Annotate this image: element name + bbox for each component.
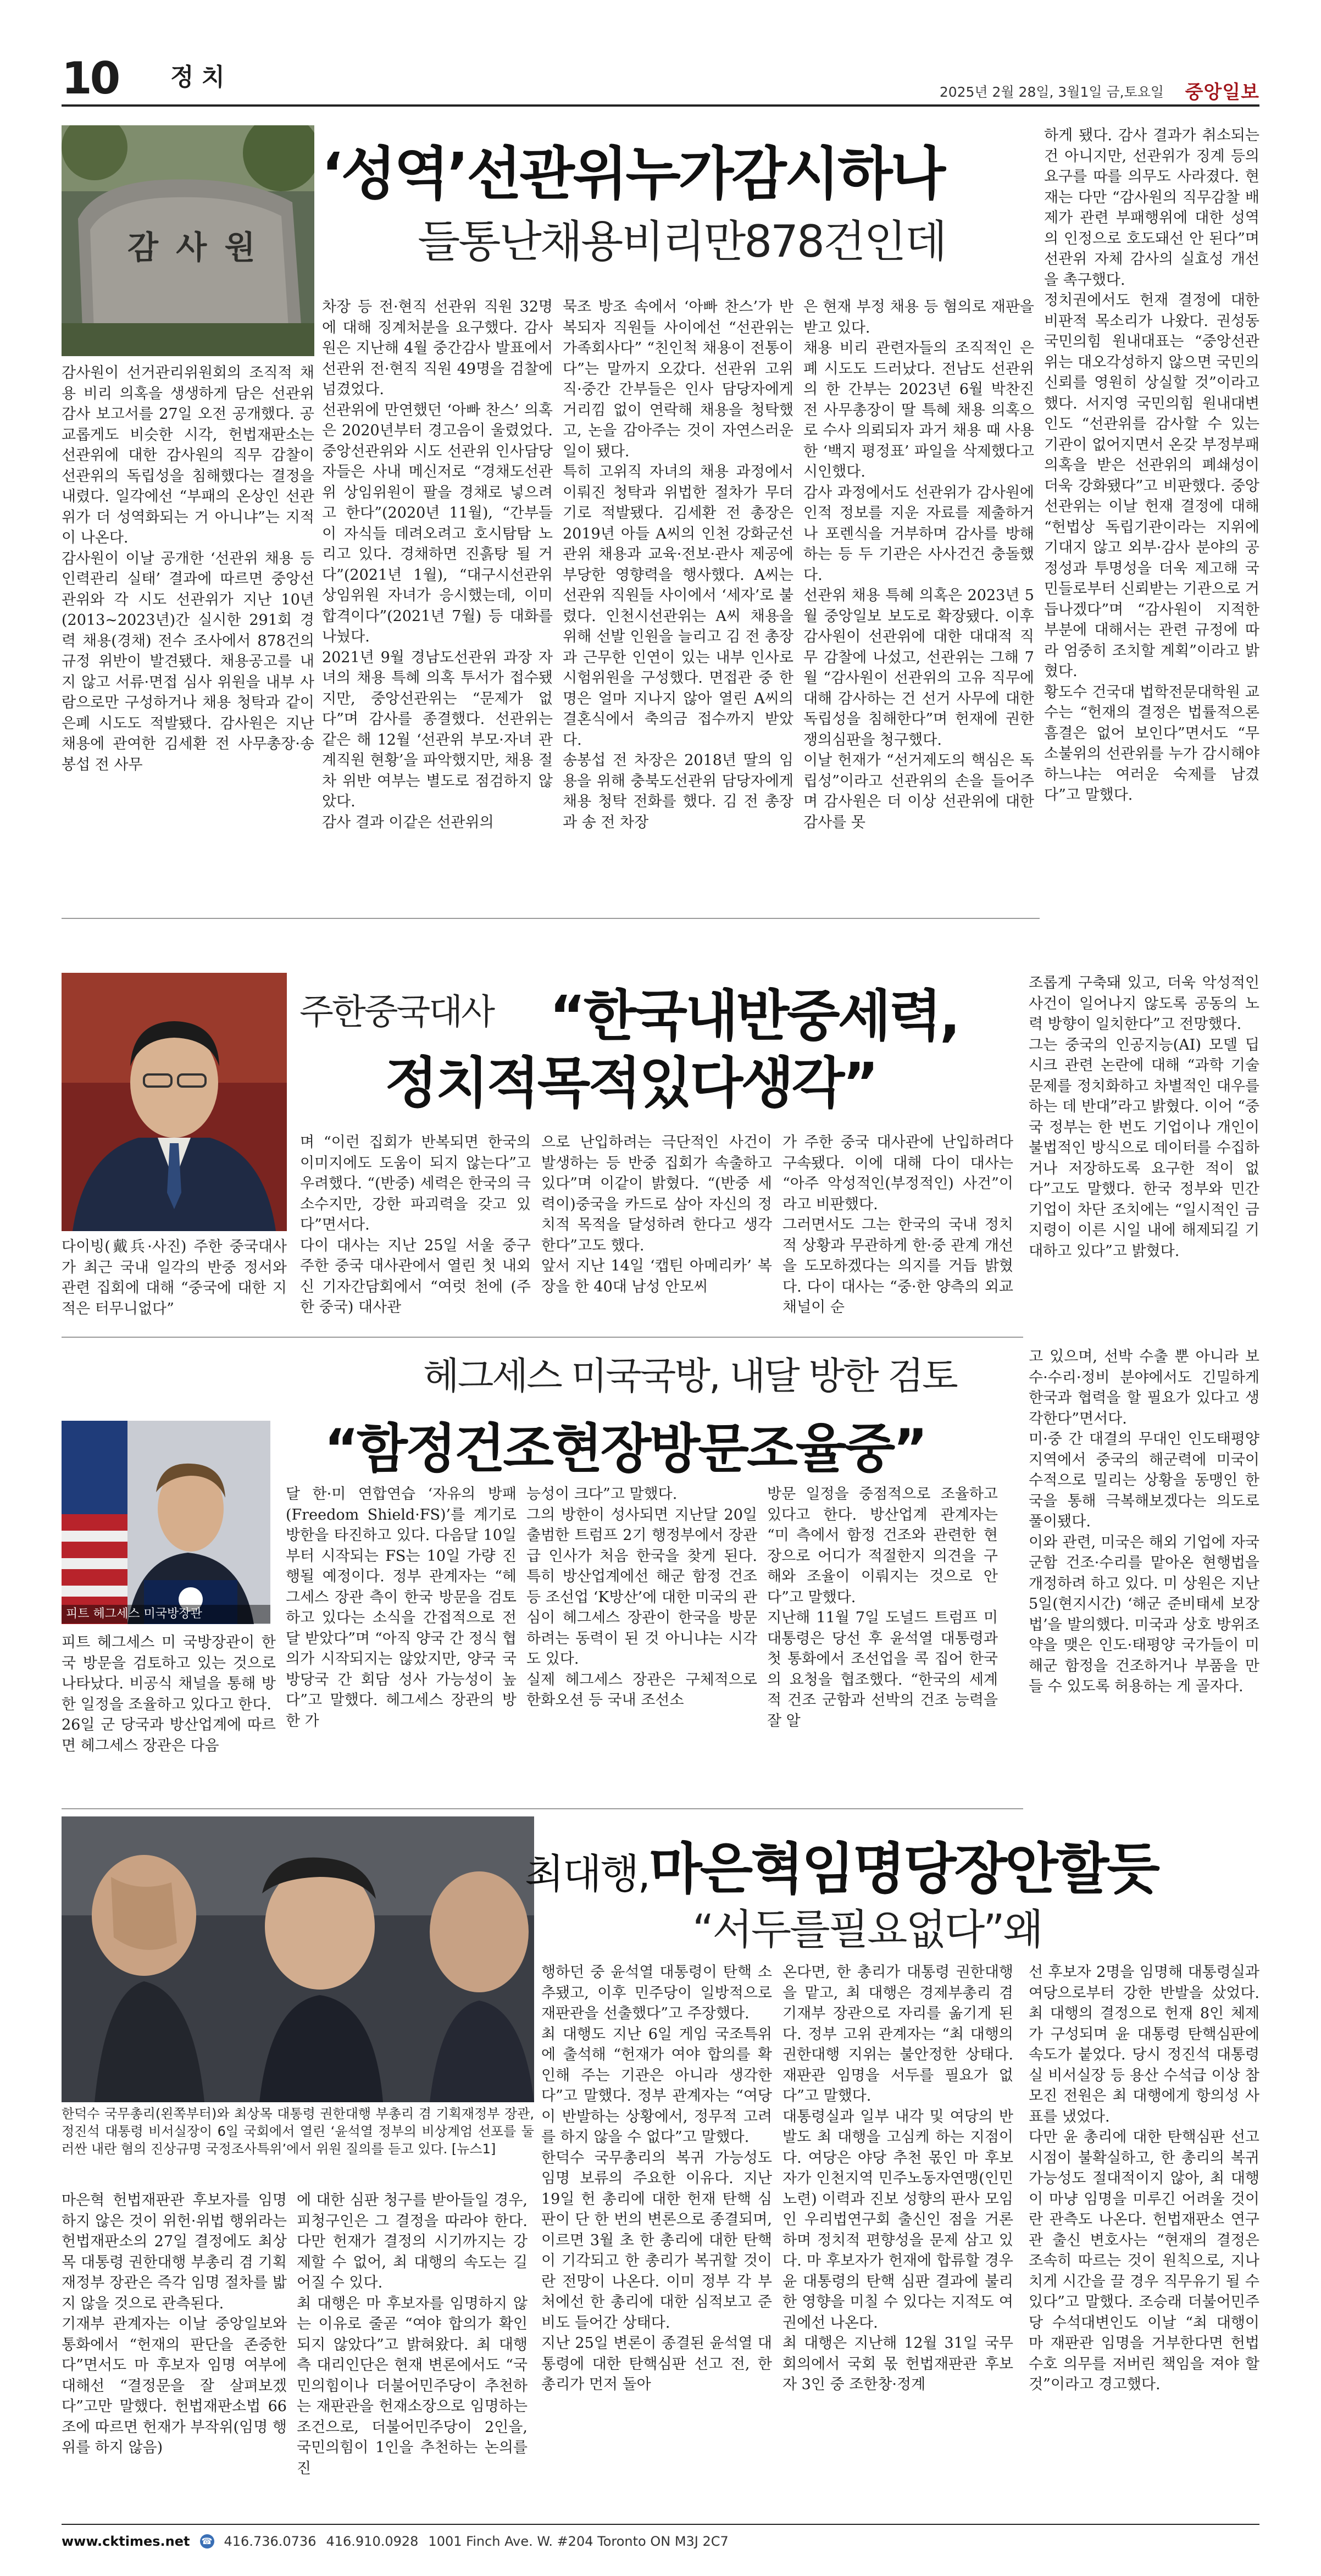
paragraph: 방문 일정을 중점적으로 조율하고 있다고 한다. 방산업계 관계자는 “미 측에서 함정 건조와 관련한 현장으로 어디가 적절한지 의견을 구해와 조율이 이뤄지는 것으로 안다”고 말했다. bbox=[767, 1486, 998, 1606]
article3-column-2 bbox=[286, 1484, 517, 1797]
paragraph: 달 한·미 연합연습 ‘자유의 방패(Freedom Shield·FS)’를 계기로 방한을 타진하고 있다. 다음달 10일부터 시작되는 FS는 10일 가량 진행될 예정이다. 정부 관계자는 “헤그세스 장관 측이 한국 방문을 검토하고 있다는 소식을 간접적으로 전달 받았다”며 “아직 양국 간 정식 협의가 시작되지는 않았지만, 양국 국방당국 간 회담 성사 가능성이 높다”고 말했다. 헤그세스 장관의 방한 가 bbox=[286, 1486, 517, 1730]
article3-column-5 bbox=[1029, 1347, 1259, 1797]
paragraph: 선관위 채용 특혜 의혹은 2023년 5월 중앙일보 보도로 확장됐다. 이후 감사원이 선관위에 대한 대대적 직무 감찰에 나섰고, 선관위는 그해 7월 “감사원이 선관위의 고유 직무에 대해 감사하는 건 선거 사무에 대한 독립성을 침해한다”며 헌재에 권한쟁의심판을 청구했다. bbox=[803, 587, 1034, 749]
headline-kicker: 최대행, bbox=[525, 1851, 649, 1898]
paragraph: 감사 과정에서도 선관위가 감사원에 인적 정보를 지운 자료를 제출하거나 포렌식을 거부하며 감사를 방해하는 등 두 기관은 사사건건 충돌했다. bbox=[803, 484, 1034, 584]
paragraph: 정치권에서도 헌재 결정에 대한 비판적 목소리가 나왔다. 권성동 국민의힘 원내대표는 “중앙선관위는 대오각성하지 않으면 국민의 신뢰를 영원히 상실할 것”이라고 했다. 서지영 국민의힘 원내대변인도 “선관위를 감사할 수 있는 기관이 없어지면서 온갖 부정부패 의혹을 받은 선관위의 폐쇄성이 더욱 강화됐다”고 비판했다. 중앙선관위는 이날 헌재 결정에 대해 “헌법상 독립기관이라는 지위에 기대지 않고 외부·감사 분야의 공정성과 투명성을 더욱 제고해 국민들로부터 신뢰받는 기관으로 거듭나겠다”며 “감사원이 지적한 부분에 대해서는 관련 규정에 따라 엄중히 조치할 계획”이라고 밝혔다. bbox=[1044, 292, 1259, 680]
paragraph: 다이빙(戴兵·사진) 주한 중국대사가 최근 국내 일각의 반중 정서와 관련 집회에 대해 “중국에 대한 지적은 터무니없다” bbox=[62, 1238, 287, 1317]
article2-column-2 bbox=[300, 1132, 531, 1322]
paragraph: 그는 중국의 인공지능(AI) 모델 딥시크 관련 논란에 대해 “과학 기술 문제를 정치화하고 차별적인 대우를 하는 데 반대”라고 밝혔다. 이어 “중국 정부는 한 번도 기업이나 개인이 불법적인 방식으로 데이터를 수집하거나 저장하도록 요구한 적이 없다”고도 말했다. 한국 정부와 민간 기업이 차단 조치에는 “일시적인 금지령이 이른 시일 내에 해제되길 기대하고 있다”고 밝혔다. bbox=[1029, 1036, 1259, 1260]
article4-headline-line1 bbox=[525, 1825, 1158, 1904]
defense-secretary-image bbox=[62, 1421, 270, 1624]
header-rule bbox=[62, 104, 1259, 107]
paragraph: 황도수 건국대 법학전문대학원 교수는 “헌재의 결정은 법률적으론 흠결은 없어 보인다”면서도 “무소불위의 선관위를 누가 감시해야 하느냐는 여러운 숙제를 남겼다”고 말했다. bbox=[1044, 683, 1259, 804]
article2-column-5 bbox=[1029, 973, 1259, 1322]
article4-column-4 bbox=[782, 1962, 1013, 2520]
paragraph: 미·중 간 대결의 무대인 인도태평양 지역에서 중국의 해군력에 미국이 수적으로 밀리는 상황을 동맹인 한국을 통해 극복해보겠다는 의도로 풀이됐다. bbox=[1029, 1431, 1259, 1530]
paragraph: 다만 윤 총리에 대한 탄핵심판 선고 시점이 불확실하고, 한 총리의 복귀 가능성도 절대적이지 않아, 최 대행이 마냥 임명을 미루긴 어려울 것이란 관측도 나온다. 헌법재판소 연구관 출신 변호사는 “현재의 결정은 조속히 따르는 것이 원칙으로, 지나치게 시간을 끌 경우 직무유기 될 수 있다”고 말했다. 조승래 더불어민주당 수석대변인도 이날 “최 대행이 마 재판관 임명을 거부한다면 헌법 수호 의무를 저버린 책임을 져야 할 것”이라고 경고했다. bbox=[1029, 2129, 1259, 2393]
paragraph: 지난해 11월 7일 도널드 트럼프 미 대통령은 당선 후 윤석열 대통령과 첫 통화에서 조선업을 콕 집어 한국의 요청을 협조했다. “한국의 세계적 건조 군함과 선박의 건조 능력을 잘 알 bbox=[767, 1609, 998, 1730]
paragraph: 감사원이 이날 공개한 ‘선관위 채용 등 인력관리 실태’ 결과에 따르면 중앙선관위와 각 시도 선관위가 지난 10년(2013~2023년)간 실시한 291회 경력 채용(경채) 전수 조사에서 878건의 규정 위반이 발견됐다. 채용공고를 내지 않고 서류·면접 심사 위원을 내부 사람으로만 구성하거나 채용 청탁과 같이 은폐 시도도 적발됐다. 감사원은 지난 채용에 관여한 김세환 전 사무총장·송봉섭 전 사무 bbox=[62, 550, 314, 773]
article1-divider bbox=[62, 918, 1040, 919]
paragraph: 최 대행도 지난 6일 게임 국조특위에 출석해 “헌재가 여야 합의를 확인해 주는 기관은 아니라 생각한다”고 말했다. 정부 관계자는 “여당이 반발하는 상황에서, 정무적 고려를 하지 않을 수 없다”고 말했다. bbox=[541, 2025, 772, 2146]
paragraph: 한덕수 국무총리의 복귀 가능성도 임명 보류의 주요한 이유다. 지난 19일 헌 총리에 대한 헌재 탄핵 심판이 단 한 번의 변론으로 종결되며, 이르면 3월 초 한 총리에 대한 탄핵이 기각되고 한 총리가 복귀할 것이란 전망이 나온다. 이미 정부 각 부처에선 한 총리에 대한 심적보고 준비도 들어간 상태다. bbox=[541, 2149, 772, 2331]
page-number: 10 bbox=[62, 53, 119, 104]
article2-column-3 bbox=[541, 1132, 772, 1322]
paragraph: 26일 군 당국과 방산업계에 따르면 헤그세스 장관은 다음 bbox=[62, 1716, 276, 1754]
paragraph: 실제 헤그세스 장관은 구체적으로 한화오션 등 국내 조선소 bbox=[526, 1671, 757, 1709]
paragraph: 능성이 크다”고 말했다. bbox=[526, 1486, 678, 1503]
paragraph: 온다면, 한 총리가 대통령 권한대행을 맡고, 최 대행은 경제부총리 겸 기재부 장관으로 자리를 옮기게 된다. 정부 고위 관계자는 “최 대행의 권한대행 지위는 불안정한 상태다. 재판관 임명을 서두를 필요가 없다”고 말했다. bbox=[782, 1964, 1013, 2104]
ambassador-photo bbox=[62, 973, 287, 1231]
phone-icon: ☎ bbox=[200, 2534, 214, 2549]
paragraph: 송봉섭 전 차장은 2018년 딸의 임용을 위해 충북도선관위 담당자에게 채용 청탁 전화를 했다. 김 전 총장과 송 전 차장 bbox=[563, 752, 793, 831]
article3-kicker: 헤그세스 미국국방, 내달 방한 검토 bbox=[423, 1355, 957, 1398]
article2-divider bbox=[62, 1337, 1023, 1338]
footer-rule bbox=[62, 2524, 1259, 2525]
paragraph: 하게 됐다. 감사 결과가 취소되는 건 아니지만, 선관위가 징계 등의 요구를 따를 의무도 사라졌다. 현재는 다만 “감사원의 직무감찰 배제가 관련 부패행위에 대한 성역의 인정으로 호도돼선 안 된다”며 선관위 자체 감사의 실효성 개선을 촉구했다. bbox=[1044, 127, 1259, 289]
hegseth-caption: 피트 헤그세스 미국방장관 bbox=[62, 1605, 270, 1624]
paragraph: 묵조 방조 속에서 ‘아빠 찬스’가 반복되자 직원들 사이에선 “선관위는 가족회사다” “친인척 채용이 전통이다”는 말까지 오갔다. 선관위 고위직·중간 간부들은 인사 담당자에게 거리낌 없이 연락해 채용을 청탁했고, 논을 감아주는 것이 자연스러운 일이 됐다. bbox=[563, 298, 793, 460]
paragraph: 으로 난입하려는 극단적인 사건이 발생하는 등 반중 집회가 속출하고 있다”며 이같이 밝혔다. “(반중 세력이)중국을 카드로 삼아 자신의 정치적 목적을 달성하려 한다고 생각한다”고도 했다. bbox=[541, 1134, 772, 1254]
paragraph: 고 있으며, 선박 수출 뿐 아니라 보수·수리·정비 분야에서도 긴밀하게 한국과 협력을 할 필요가 있다고 생각한다”면서다. bbox=[1029, 1348, 1259, 1427]
dateline: 2025년 2월 28일, 3월1일 금,토요일 bbox=[939, 84, 1164, 100]
paragraph: 기재부 관계자는 이날 중앙일보와 통화에서 “헌재의 판단을 존중한다”면서도 마 후보자 임명 여부에 대해선 “결정문을 잘 살펴보겠다”고만 말했다. 헌법재판소법 66조에 따르면 헌재가 부작위(임명 행위를 하지 않음) bbox=[62, 2315, 287, 2456]
article4-column-5 bbox=[1029, 1962, 1259, 2520]
article3-divider bbox=[62, 1808, 1023, 1809]
headline-main: 마은혁임명당장안할듯 bbox=[648, 1837, 1158, 1901]
officials-photo bbox=[62, 1816, 534, 2102]
article1-headline bbox=[321, 128, 943, 210]
audit-board-sign-photo bbox=[62, 125, 314, 356]
paragraph: 선 후보자 2명을 임명해 대통령실과 여당으로부터 강한 반발을 샀었다. 최 대행의 결정으로 헌재 8인 체제가 구성되며 윤 대통령 탄핵심판에 속도가 붙었다. 당시 정진석 대통령실 비서실장 등 용산 수석급 이상 참모진 전원은 최 대행에게 항의성 사표를 냈었다. bbox=[1029, 1964, 1259, 2125]
article3-column-4 bbox=[767, 1484, 998, 1797]
article3-column-1 bbox=[62, 1632, 276, 1797]
paragraph: 앞서 지난 14일 ‘캡틴 아메리카’ 복장을 한 40대 남성 안모씨 bbox=[541, 1257, 772, 1295]
article3-column-3 bbox=[526, 1484, 757, 1797]
paragraph: 이와 관련, 미국은 해외 기업에 자국 군함 건조·수리를 맡아온 현행법을 개정하려 하고 있다. 미 상원은 지난 5일(현지시간) ‘해군 준비태세 보장법’을 발의했다. 미국과 상호 방위조약을 맺은 인도·태평양 국가들이 미 해군 함정을 건조하거나 부품을 만들 수 있도록 허용하는 게 골자다. bbox=[1029, 1533, 1259, 1695]
paragraph: 다이 대사는 지난 25일 서울 중구 주한 중국 대사관에서 열린 첫 내외신 기자간담회에서 “여럿 천에 (주한 중국) 대사관 bbox=[300, 1237, 531, 1316]
paragraph: 감사 결과 이같은 선관위의 bbox=[322, 813, 494, 831]
paragraph: 지난 25일 변론이 종결된 윤석열 대통령에 대한 탄핵심판 선고 전, 한 총리가 먼저 돌아 bbox=[541, 2335, 772, 2393]
section-label: 정치 bbox=[170, 63, 233, 91]
paragraph: 감사원이 선거관리위원회의 조직적 채용 비리 의혹을 생생하게 담은 선관위 감사 보고서를 27일 오전 공개했다. 공교롭게도 비슷한 시각, 헌법재판소는 선관위에 대한 감사원의 직무 감찰이 선관위의 독립성을 침해했다는 결정을 내렸다. 일각에선 “부패의 온상인 선관위가 더 성역화되는 거 아니냐”는 지적이 나온다. bbox=[62, 364, 314, 546]
paragraph: 조롭게 구축돼 있고, 더욱 악성적인 사건이 일어나지 않도록 공동의 노력 방향이 일치한다”고 전망했다. bbox=[1029, 974, 1259, 1033]
paragraph: 특히 고위직 자녀의 채용 과정에서 이뤄진 청탁과 위법한 절차가 무더기로 적발됐다. 김세환 전 총장은 2019년 아들 A씨의 인천 강화군선관위 채용과 교육·전보·관사 제공에 부당한 영향력을 행사했다. A씨는 선관위 직원들 사이에서 ‘세자’로 불렸다. 인천시선관위는 A씨 채용을 위해 선발 인원을 늘리고 김 전 총장과 근무한 인연이 있는 내부 인사로 시험위원을 구성했다. 면접관 중 한명은 얼마 지나지 않아 열린 A씨의 결혼식에서 축의금 접수까지 받았다. bbox=[563, 463, 793, 749]
article4-headline-line2: “서두를필요없다”왜 bbox=[692, 1905, 1042, 1954]
newspaper-brand[interactable]: 중앙일보 bbox=[1185, 81, 1259, 103]
paragraph: 채용 비리 관련자들의 조직적인 은폐 시도도 드러났다. 전남도 선관위의 한 간부는 2023년 6월 박찬진 전 사무총장이 딸 특혜 채용 의혹으로 수사 의뢰되자 과거 채용 때 사용한 ‘백지 평정표’ 파일을 삭제했다고 시인했다. bbox=[803, 340, 1034, 480]
ambassador-caption bbox=[62, 1237, 287, 1330]
article1-column-4 bbox=[803, 297, 1034, 907]
paragraph: 차장 등 전·현직 선관위 직원 32명에 대해 징계처분을 요구했다. 감사원은 지난해 4월 중간감사 발표에서 선관위 전·현직 직원 49명을 검찰에 넘겼었다. bbox=[322, 298, 553, 398]
paragraph: 그러면서도 그는 한국의 국내 정치적 상황과 무관하게 한·중 관계 개선을 도모하겠다는 의지를 거듭 밝혔다. 다이 대사는 “중·한 양측의 외교 채널이 순 bbox=[782, 1216, 1013, 1316]
paragraph: 최 대행은 지난해 12월 31일 국무회의에서 국회 몫 헌법재판관 후보자 3인 중 조한창·정계 bbox=[782, 2335, 1013, 2393]
article2-kicker: 주한중국대사 bbox=[299, 992, 493, 1033]
article4-column-1 bbox=[62, 2190, 287, 2520]
cabinet-officials-image bbox=[62, 1816, 534, 2102]
article2-column-4 bbox=[782, 1132, 1013, 1322]
article1-column-1 bbox=[62, 363, 314, 907]
article1-subheadline: 들통난채용비리만878건인데 bbox=[418, 216, 946, 267]
paragraph: 선관위에 만연했던 ‘아빠 찬스’ 의혹은 2020년부터 경고음이 울렸었다. 중앙선관위와 시도 선관위 인사담당자들은 사내 메신저로 “경채도선관위 상임위원이 팔을 경채로 넣으려고 한다”(2020년 11월), “간부들이 자식들 데려오려고 호시탐탐 노리고 있다. 경채하면 진흙탕 될 거다”(2021년 1월), “대구시선관위 상임위원 자녀가 응시했는데, 이미 합격이다”(2021년 7월) 등 대화를 나눴다. bbox=[322, 401, 553, 645]
paragraph: 은 현재 부정 채용 등 혐의로 재판을 받고 있다. bbox=[803, 298, 1034, 336]
paragraph: 피트 헤그세스 미 국방장관이 한국 방문을 검토하고 있는 것으로 나타났다. 비공식 채널을 통해 방한 일정을 조율하고 있다고 한다. bbox=[62, 1634, 276, 1713]
paragraph: 이날 헌재가 “선거제도의 핵심은 독립성”이라고 선관위의 손을 들어주며 감사원은 더 이상 선관위에 대한 감사를 못 bbox=[803, 752, 1034, 831]
headline-main-part: 선관위누가감시하나 bbox=[466, 140, 944, 207]
article1-column-3 bbox=[563, 297, 793, 907]
article1-column-2 bbox=[322, 297, 553, 907]
footer-website[interactable]: www.cktimes.net bbox=[62, 2534, 190, 2549]
paragraph: 그의 방한이 성사되면 지난달 20일 출범한 트럼프 2기 행정부에서 장관급 인사가 처음 한국을 찾게 된다. 특히 방산업계에선 해군 함정 건조 등 조선업 ‘K방산’에 대한 미국의 관심이 헤그세스 장관이 한국을 방문하려는 동력이 된 것 아니냐는 시각도 있다. bbox=[526, 1506, 757, 1668]
article3-headline: “함정건조현장방문조율중” bbox=[324, 1418, 926, 1480]
article2-headline-line1: “한국내반중세력, bbox=[550, 984, 958, 1048]
paragraph: 최 대행은 마 후보자를 임명하지 않는 이유로 줄곧 “여야 합의가 확인되지 않았다”고 밝혀왔다. 최 대행 측 대리인단은 현재 변론에서도 “국민의힘이나 더불어민주당이 추천하는 재판관을 헌재소장으로 임명하는 조건으로, 더불어민주당이 2인을, 국민의힘이 1인을 추천하는 논의를 진 bbox=[297, 2295, 528, 2477]
paragraph: 2021년 9월 경남도선관위 과장 자녀의 채용 특혜 의혹 투서가 접수됐지만, 중앙선관위는 “문제가 없다”며 감사를 종결했다. 선관위는 같은 해 12월 ‘선관위 부모·자녀 관계직원 현황’을 파악했지만, 채용 절차 위반 여부는 별도로 점검하지 않았다. bbox=[322, 649, 553, 810]
paragraph: 가 주한 중국 대사관에 난입하려다 구속됐다. 이에 대해 다이 대사는 “아주 악성적인(부정적인) 사건”이라고 비판했다. bbox=[782, 1134, 1013, 1213]
paragraph: 행하던 중 윤석열 대통령이 탄핵 소추됐고, 이후 민주당이 일방적으로 재판관을 선출했다”고 주장했다. bbox=[541, 1964, 772, 2022]
article2-headline-line2: 정치적목적있다생각” bbox=[385, 1051, 877, 1115]
officials-caption: 한덕수 국무총리(왼쪽부터)와 최상목 대통령 권한대행 부총리 겸 기획재정부 장관, 정진석 대통령 비서실장이 6일 국회에서 열린 ‘윤석열 정부의 비상계엄 선포를 둘러싼 내란 혐의 진상규명 국정조사특위’에서 위원 질의를 듣고 있다. [뉴스1] bbox=[62, 2106, 534, 2157]
footer bbox=[62, 2528, 1259, 2555]
sign-engraved-text: 감 사 원 bbox=[127, 229, 259, 266]
headline-quote-part: ‘성역’ bbox=[321, 140, 467, 207]
footer-phone-2[interactable]: 416.910.0928 bbox=[326, 2534, 419, 2549]
paragraph: 며 “이런 집회가 반복되면 한국의 이미지에도 도움이 되지 않는다”고 우려했다. “(반중) 세력은 한국의 극소수지만, 강한 파괴력을 갖고 있다”면서다. bbox=[300, 1134, 531, 1233]
paragraph: 마은혁 헌법재판관 후보자를 임명하지 않은 것이 위헌·위법 행위라는 헌법재판소의 27일 결정에도 최상목 대통령 권한대행 부총리 겸 기획재정부 장관은 즉각 임명 절차를 밟지 않을 것으로 관측된다. bbox=[62, 2192, 287, 2312]
article1-column-5 bbox=[1044, 125, 1259, 907]
footer-address: 1001 Finch Ave. W. #204 Toronto ON M3J 2C7 bbox=[428, 2534, 729, 2549]
hegseth-photo bbox=[62, 1421, 270, 1624]
paragraph: 에 대한 심판 청구를 받아들일 경우, 피청구인은 그 결정을 따라야 한다. 다만 헌재가 결정의 시기까지는 강제할 수 없어, 최 대행의 속도는 길어질 수 있다. bbox=[297, 2192, 528, 2291]
paragraph: 대통령실과 일부 내각 및 여당의 반발도 최 대행을 고심케 하는 지점이다. 여당은 야당 추천 몫인 마 후보자가 인천지역 민주노동자연맹(인민노련) 이력과 진보 성향의 판사 모임인 우리법연구회 출신인 점을 거론하며 정치적 편향성을 문제 삼고 있다. 마 후보자가 헌재에 합류할 경우 윤 대통령의 탄핵 심판 결과에 불리한 영향을 미칠 수 있다는 지적도 여권에선 나온다. bbox=[782, 2108, 1013, 2331]
ambassador-portrait-image bbox=[62, 973, 287, 1231]
footer-phone-1[interactable]: 416.736.0736 bbox=[224, 2534, 317, 2549]
article4-column-2 bbox=[297, 2190, 528, 2520]
article4-column-3 bbox=[541, 1962, 772, 2520]
